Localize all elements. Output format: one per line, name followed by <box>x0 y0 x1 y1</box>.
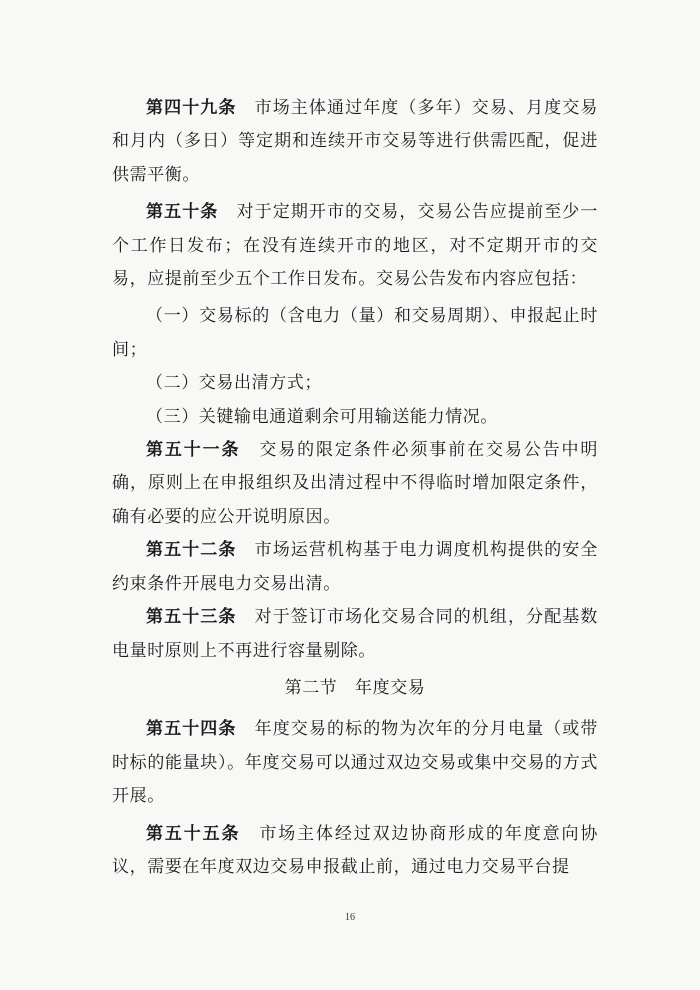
article-paragraph <box>112 818 598 885</box>
list-item-text: （一）交易标的（含电力（量）和交易周期）、申报起止时间； <box>112 306 598 360</box>
article-paragraph <box>112 434 598 534</box>
article-number: 第五十一条 <box>146 440 241 461</box>
article-text: 市场主体通过年度（多年）交易、月度交易和月内（多日）等定期和连续开市交易等进行供需匹配，促进供需平衡。 <box>112 98 598 185</box>
article-text: 年度交易的标的物为次年的分月电量（或带时标的能量块）。年度交易可以通过双边交易或集中交易的方式开展。 <box>112 719 598 807</box>
article-text: 市场主体经过双边协商形成的年度意向协议，需要在年度双边交易申报截止前，通过电力交易平台提 <box>112 823 598 877</box>
list-item-text: （二）交易出清方式； <box>146 373 322 394</box>
list-item <box>112 300 598 367</box>
article-number: 第四十九条 <box>146 98 237 118</box>
article-number: 第五十条 <box>146 202 219 223</box>
article-paragraph <box>112 196 598 296</box>
article-number: 第五十三条 <box>146 607 237 628</box>
list-item <box>112 401 598 434</box>
article-text: 对于签订市场化交易合同的机组，分配基数电量时原则上不再进行容量剔除。 <box>112 607 598 661</box>
article-number: 第五十四条 <box>146 719 237 740</box>
list-item-text: （三）关键输电通道剩余可用输送能力情况。 <box>146 406 498 427</box>
article-paragraph <box>112 534 598 601</box>
document-body <box>112 92 598 884</box>
article-number: 第五十二条 <box>146 540 237 561</box>
article-paragraph <box>112 92 598 192</box>
page-number: 16 <box>345 912 355 923</box>
section-title: 第二节 年度交易 <box>284 677 426 698</box>
article-paragraph <box>112 713 598 813</box>
article-paragraph <box>112 601 598 668</box>
article-text: 对于定期开市的交易，交易公告应提前至少一个工作日发布；在没有连续开市的地区，对不定期开市的交易，应提前至少五个工作日发布。交易公告发布内容应包括： <box>112 202 599 290</box>
article-text: 交易的限定条件必须事前在交易公告中明确，原则上在申报组织及出清过程中不得临时增加限定条件，确有必要的应公开说明原因。 <box>112 440 598 527</box>
list-item <box>112 367 598 400</box>
article-number: 第五十五条 <box>146 823 241 844</box>
article-text: 市场运营机构基于电力调度机构提供的安全约束条件开展电力交易出清。 <box>112 540 598 594</box>
